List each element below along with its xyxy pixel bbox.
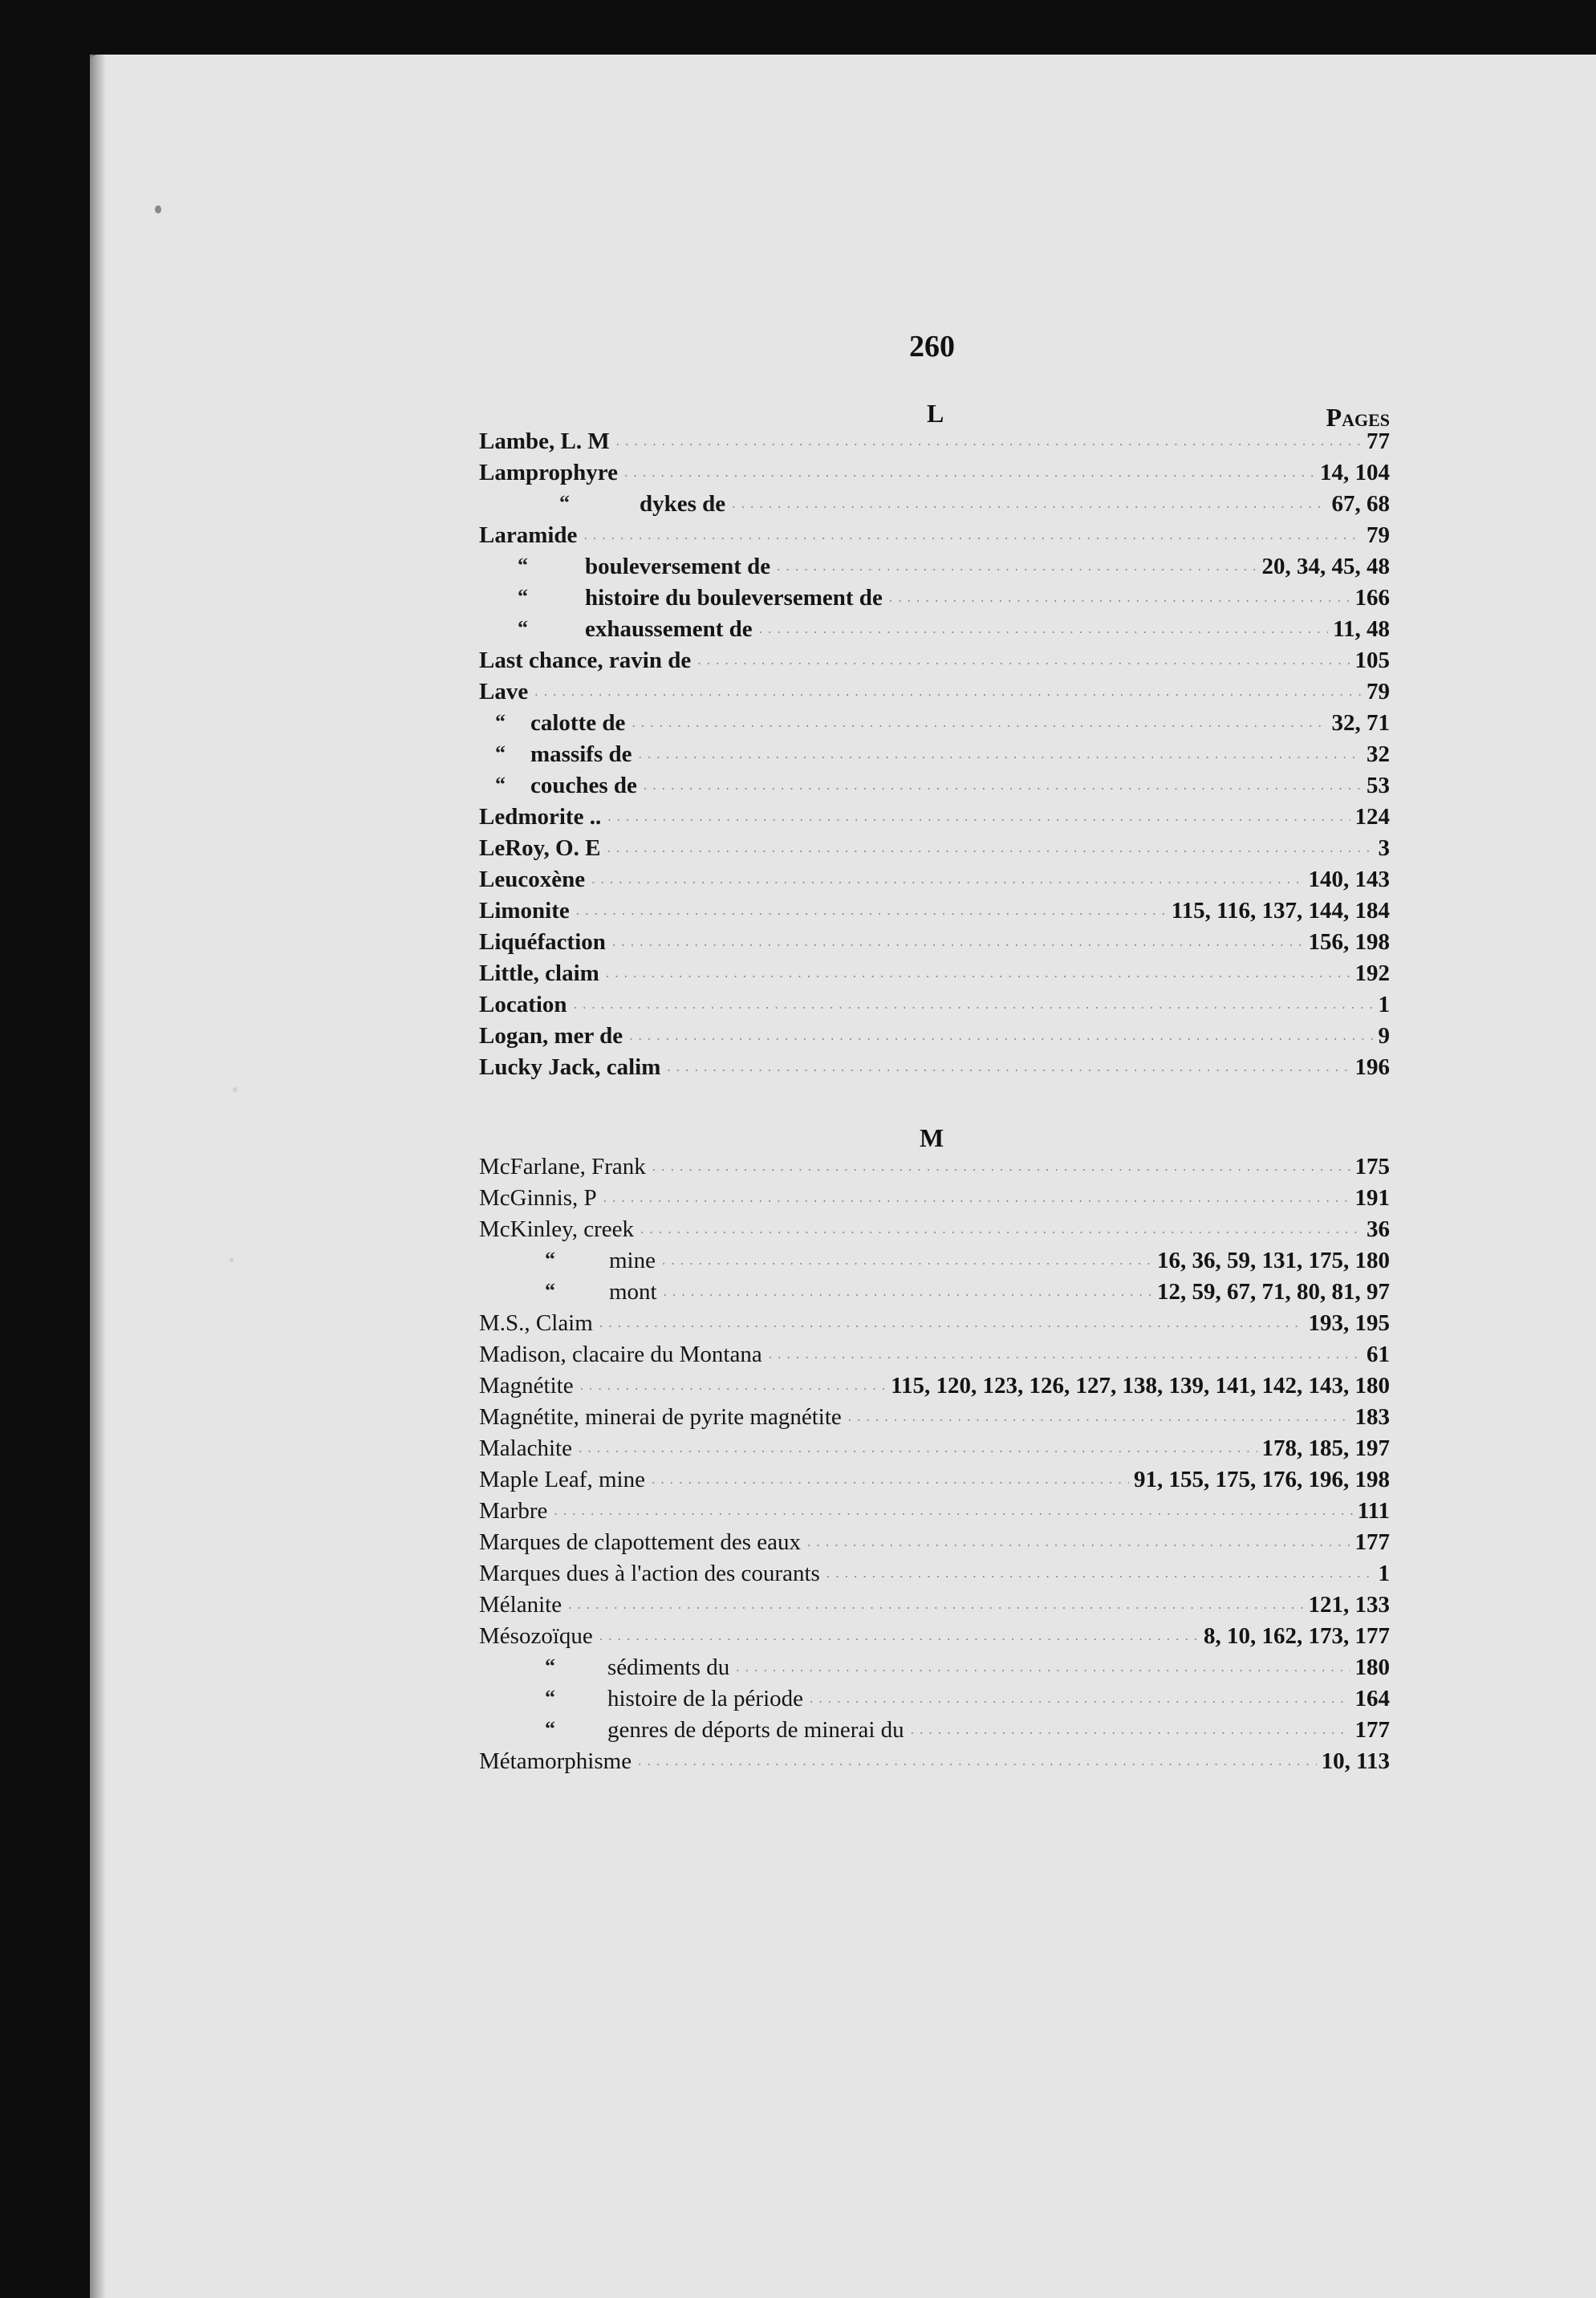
entry-term: Ledmorite ..	[479, 804, 602, 830]
index-entry	[479, 1248, 1390, 1279]
dot-leader	[590, 875, 1303, 887]
entry-term: mont	[609, 1279, 657, 1305]
dot-leader	[808, 1694, 1350, 1707]
dot-leader	[606, 812, 1350, 825]
entry-term: Malachite	[479, 1435, 572, 1461]
index-entry	[479, 929, 1390, 960]
dot-leader	[636, 1756, 1317, 1769]
index-entry	[479, 804, 1390, 835]
entry-pages: 16, 36, 59, 131, 175, 180	[1157, 1248, 1390, 1273]
dot-leader	[623, 468, 1315, 481]
index-entry	[479, 960, 1390, 992]
entry-term: Location	[479, 992, 567, 1017]
entry-term: McKinley, creek	[479, 1216, 634, 1242]
entry-term: Marques dues à l'action des courants	[479, 1561, 820, 1586]
index-entry	[479, 1498, 1390, 1529]
entry-pages: 177	[1354, 1717, 1390, 1743]
entry-pages: 1	[1378, 992, 1390, 1017]
index-entry	[479, 992, 1390, 1023]
entry-term: Lambe, L. M	[479, 428, 610, 454]
index-entry	[479, 1023, 1390, 1054]
index-entry	[479, 1592, 1390, 1623]
entry-pages: 121, 133	[1308, 1592, 1390, 1618]
entry-term: bouleversement de	[585, 554, 771, 579]
entry-term: genres de déports de minerai du	[607, 1717, 904, 1743]
pages-column-header: Pages	[1326, 403, 1390, 432]
index-entry	[479, 1467, 1390, 1498]
entry-pages: 79	[1367, 522, 1390, 548]
entry-pages: 32	[1367, 741, 1390, 767]
index-entry	[479, 1279, 1390, 1310]
index-entry	[479, 1216, 1390, 1248]
index-entry	[479, 1686, 1390, 1717]
dot-leader	[650, 1475, 1129, 1488]
entry-pages: 115, 120, 123, 126, 127, 138, 139, 141, 142, 143, 180	[891, 1373, 1390, 1399]
entry-pages: 156, 198	[1308, 929, 1390, 955]
page-number: 260	[909, 330, 955, 363]
dot-leader	[665, 1062, 1350, 1075]
entry-pages: 20, 34, 45, 48	[1261, 554, 1390, 579]
dot-leader	[615, 436, 1362, 449]
index-entry	[479, 1435, 1390, 1467]
index-entry	[479, 1529, 1390, 1561]
entry-pages: 1	[1378, 1561, 1390, 1586]
dot-leader	[567, 1600, 1303, 1613]
entry-term: exhaussement de	[585, 616, 753, 642]
index-entry	[479, 648, 1390, 679]
dot-leader	[775, 562, 1257, 574]
ditto-mark: “	[545, 1717, 555, 1740]
dot-leader	[604, 968, 1350, 981]
ditto-mark: “	[518, 616, 528, 639]
entry-pages: 32, 71	[1331, 710, 1390, 736]
dot-leader	[909, 1725, 1350, 1738]
entry-pages: 91, 155, 175, 176, 196, 198	[1134, 1467, 1390, 1492]
entry-term: histoire du bouleversement de	[585, 585, 883, 611]
index-entry	[479, 1561, 1390, 1592]
index-entry	[479, 1623, 1390, 1654]
dot-leader	[582, 530, 1362, 543]
section-letter-l: L	[927, 399, 944, 428]
index-entry	[479, 554, 1390, 585]
dot-leader	[730, 499, 1326, 512]
dot-leader	[598, 1318, 1304, 1331]
entry-pages: 166	[1354, 585, 1390, 611]
dot-leader	[627, 1031, 1373, 1044]
dot-leader	[577, 1443, 1257, 1456]
ditto-mark: “	[545, 1279, 555, 1302]
entry-term: McFarlane, Frank	[479, 1154, 646, 1179]
entry-term: dykes de	[640, 491, 726, 517]
entry-term: Last chance, ravin de	[479, 648, 692, 673]
entry-term: LeRoy, O. E	[479, 835, 601, 861]
ditto-mark: “	[518, 554, 528, 577]
dot-leader	[734, 1663, 1350, 1675]
index-entries-l	[479, 428, 1390, 1086]
index-entry	[479, 585, 1390, 616]
ditto-mark: “	[495, 710, 506, 733]
ditto-mark: “	[545, 1686, 555, 1709]
index-entry	[479, 773, 1390, 804]
section-letter-m: M	[920, 1123, 944, 1152]
entry-pages: 164	[1354, 1686, 1390, 1711]
dot-leader	[636, 749, 1362, 762]
dot-leader	[533, 687, 1362, 700]
entry-term: Little, claim	[479, 960, 599, 986]
entry-term: McGinnis, P	[479, 1185, 597, 1211]
index-entry	[479, 1154, 1390, 1185]
entry-term: mine	[609, 1248, 656, 1273]
dot-leader	[767, 1350, 1362, 1362]
entry-pages: 12, 59, 67, 71, 80, 81, 97	[1157, 1279, 1390, 1305]
entry-term: M.S., Claim	[479, 1310, 593, 1336]
entry-pages: 105	[1354, 648, 1390, 673]
entry-term: Magnétite	[479, 1373, 574, 1399]
entry-term: histoire de la période	[607, 1686, 803, 1711]
entry-pages: 8, 10, 162, 173, 177	[1204, 1623, 1390, 1649]
index-entry	[479, 1185, 1390, 1216]
dot-leader	[602, 1193, 1350, 1206]
ditto-mark: “	[495, 773, 506, 796]
entry-term: Madison, clacaire du Montana	[479, 1342, 762, 1367]
dust-speck	[233, 1087, 238, 1092]
entry-pages: 115, 116, 137, 144, 184	[1171, 898, 1390, 924]
entry-term: couches de	[530, 773, 637, 798]
index-entry	[479, 1404, 1390, 1435]
entry-pages: 183	[1354, 1404, 1390, 1430]
entry-pages: 191	[1354, 1185, 1390, 1211]
entry-pages: 14, 104	[1320, 460, 1390, 485]
dot-leader	[605, 843, 1373, 856]
dot-leader	[572, 1000, 1374, 1013]
entry-pages: 61	[1367, 1342, 1390, 1367]
ditto-mark: “	[545, 1654, 555, 1678]
index-entry	[479, 1373, 1390, 1404]
dust-speck	[155, 205, 161, 213]
entry-pages: 192	[1354, 960, 1390, 986]
dot-leader	[630, 718, 1326, 731]
dot-leader	[660, 1256, 1152, 1269]
entry-pages: 175	[1354, 1154, 1390, 1179]
index-entry	[479, 491, 1390, 522]
entry-pages: 178, 185, 197	[1261, 1435, 1390, 1461]
entry-pages: 11, 48	[1333, 616, 1390, 642]
entry-term: Maple Leaf, mine	[479, 1467, 645, 1492]
entry-pages: 3	[1378, 835, 1390, 861]
index-entry	[479, 1748, 1390, 1780]
dot-leader	[806, 1537, 1350, 1550]
dot-leader	[552, 1506, 1352, 1519]
index-entry	[479, 1054, 1390, 1086]
dot-leader	[575, 906, 1167, 919]
entry-term: Logan, mer de	[479, 1023, 623, 1049]
index-entry	[479, 898, 1390, 929]
entry-term: sédiments du	[607, 1654, 730, 1680]
entry-pages: 140, 143	[1308, 867, 1390, 892]
index-entry	[479, 835, 1390, 867]
entry-pages: 79	[1367, 679, 1390, 704]
entry-pages: 67, 68	[1331, 491, 1390, 517]
page-edge-shadow	[90, 55, 106, 2298]
dot-leader	[579, 1381, 887, 1394]
index-entry	[479, 522, 1390, 554]
entry-pages: 10, 113	[1321, 1748, 1390, 1774]
index-entry	[479, 1342, 1390, 1373]
index-entry	[479, 1717, 1390, 1748]
entry-pages: 196	[1354, 1054, 1390, 1080]
ditto-mark: “	[495, 741, 506, 765]
dot-leader	[757, 624, 1328, 637]
entry-term: Mélanite	[479, 1592, 562, 1618]
entry-pages: 53	[1367, 773, 1390, 798]
dot-leader	[642, 781, 1362, 794]
dot-leader	[639, 1224, 1362, 1237]
entry-pages: 180	[1354, 1654, 1390, 1680]
index-entry	[479, 1654, 1390, 1686]
entry-pages: 77	[1367, 428, 1390, 454]
index-entry	[479, 616, 1390, 648]
ditto-mark: “	[518, 585, 528, 608]
dot-leader	[887, 593, 1350, 606]
dot-leader	[847, 1412, 1350, 1425]
ditto-mark: “	[545, 1248, 555, 1271]
entry-pages: 177	[1354, 1529, 1390, 1555]
entry-pages: 111	[1357, 1498, 1390, 1524]
entry-pages: 36	[1367, 1216, 1390, 1242]
dust-speck	[229, 1258, 234, 1262]
dot-leader	[696, 656, 1350, 668]
index-entry	[479, 1310, 1390, 1342]
index-entry	[479, 867, 1390, 898]
index-entry	[479, 428, 1390, 460]
index-entry	[479, 741, 1390, 773]
entry-pages: 193, 195	[1308, 1310, 1390, 1336]
index-entry	[479, 460, 1390, 491]
entry-term: Laramide	[479, 522, 578, 548]
ditto-mark: “	[559, 491, 570, 514]
entry-term: Métamorphisme	[479, 1748, 632, 1774]
index-entries-m	[479, 1154, 1390, 1780]
entry-term: Lave	[479, 679, 529, 704]
entry-term: Magnétite, minerai de pyrite magnétite	[479, 1404, 842, 1430]
dot-leader	[825, 1569, 1374, 1581]
entry-term: massifs de	[530, 741, 632, 767]
entry-term: Marbre	[479, 1498, 548, 1524]
index-entry	[479, 679, 1390, 710]
entry-term: Leucoxène	[479, 867, 586, 892]
entry-pages: 9	[1378, 1023, 1390, 1049]
dot-leader	[611, 937, 1304, 950]
entry-pages: 124	[1354, 804, 1390, 830]
entry-term: Lucky Jack, calim	[479, 1054, 661, 1080]
entry-term: calotte de	[530, 710, 626, 736]
dot-leader	[662, 1287, 1152, 1300]
dot-leader	[651, 1162, 1350, 1175]
dot-leader	[598, 1631, 1199, 1644]
entry-term: Limonite	[479, 898, 570, 924]
entry-term: Lamprophyre	[479, 460, 618, 485]
entry-term: Mésozoïque	[479, 1623, 593, 1649]
entry-term: Liquéfaction	[479, 929, 606, 955]
entry-term: Marques de clapottement des eaux	[479, 1529, 802, 1555]
index-entry	[479, 710, 1390, 741]
